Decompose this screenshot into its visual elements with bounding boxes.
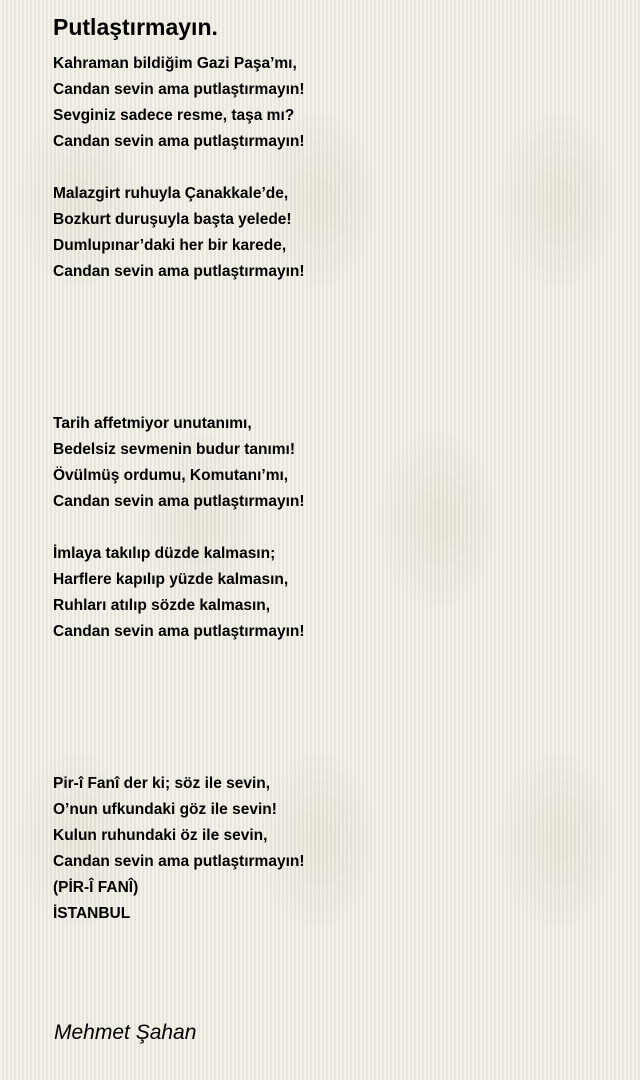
stanza-2 <box>53 181 305 285</box>
poem-line: Kahraman bildiğim Gazi Paşa’mı, <box>53 55 297 72</box>
poem-title: Putlaştırmayın. <box>53 14 218 40</box>
poem-line: İmlaya takılıp düzde kalmasın; <box>53 545 276 562</box>
poem-signature-line: (PİR-Î FANÎ) <box>53 879 139 896</box>
poem-line: Candan sevin ama putlaştırmayın! <box>53 493 305 510</box>
poem-line: Övülmüş ordumu, Komutanı’mı, <box>53 467 289 484</box>
poem-line: Candan sevin ama putlaştırmayın! <box>53 81 305 98</box>
poem-line: Pir-î Fanî der ki; söz ile sevin, <box>53 775 271 792</box>
poem-line: Bozkurt duruşuyla başta yelede! <box>53 211 292 228</box>
poem-line: O’nun ufkundaki göz ile sevin! <box>53 801 277 818</box>
poem-line: Dumlupınar’daki her bir karede, <box>53 237 287 254</box>
poem-line: Candan sevin ama putlaştırmayın! <box>53 263 305 280</box>
poem-line: Malazgirt ruhuyla Çanakkale’de, <box>53 185 289 202</box>
poem-line: Sevginiz sadece resme, taşa mı? <box>53 107 295 124</box>
poem-line: Candan sevin ama putlaştırmayın! <box>53 623 305 640</box>
poem-line: Kulun ruhundaki öz ile sevin, <box>53 827 268 844</box>
stanza-1 <box>53 51 305 155</box>
stanza-3 <box>53 411 305 515</box>
poem-line: Ruhları atılıp sözde kalmasın, <box>53 597 271 614</box>
poem-line: Bedelsiz sevmenin budur tanımı! <box>53 441 296 458</box>
poem-line: Tarih affetmiyor unutanımı, <box>53 415 252 432</box>
poem-line: Candan sevin ama putlaştırmayın! <box>53 133 305 150</box>
poem-line: Candan sevin ama putlaştırmayın! <box>53 853 305 870</box>
stanza-5 <box>53 771 305 927</box>
poem-line: Harflere kapılıp yüzde kalmasın, <box>53 571 289 588</box>
author-name: Mehmet Şahan <box>54 1021 197 1044</box>
stanza-4 <box>53 541 305 645</box>
poem-location-line: İSTANBUL <box>53 905 131 922</box>
